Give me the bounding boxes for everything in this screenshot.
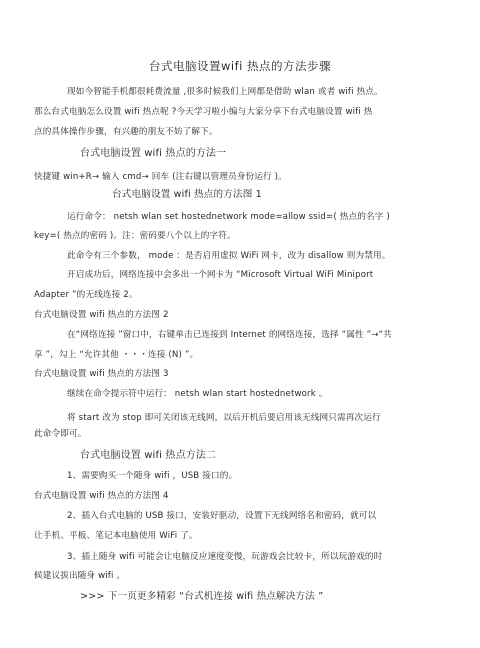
paragraph-line: 在“网络连接 ”窗口中，右键单击已连接到 Internet 的网络连接，选择 “属性 ”→“共: [67, 330, 392, 340]
figure-caption: 台式电脑设置 wifi 热点的方法图 3: [34, 369, 169, 379]
paragraph-line: 开启成功后，网络连接中会多出一个网卡为 “Microsoft Virtual WiFi Miniport: [67, 270, 374, 280]
paragraph-line: 继续在命令提示符中运行： netsh wlan start hostednetwork 。: [67, 389, 328, 399]
paragraph-line: 点的具体操作步骤，有兴趣的朋友不妨了解下。: [34, 127, 218, 137]
paragraph-line: 运行命令： netsh wlan set hostednetwork mode=allow ssid=( 热点的名字 ): [67, 212, 390, 222]
paragraph-line: 2、插入台式电脑的 USB 接口，安装好驱动，设置下无线网络名和密码，就可以: [67, 511, 377, 521]
paragraph-line: Adapter ”的无线连接 2。: [34, 290, 138, 300]
paragraph-line: 此命令即可。: [34, 429, 87, 439]
next-page-link[interactable]: >>> 下一页更多精彩 “台式机连接 wifi 热点解决方法 ”: [80, 591, 324, 602]
paragraph-line: 享 ”，勾上 “允许其他 ・・・连接 (N) ”。: [34, 350, 199, 360]
section-heading: 台式电脑设置 wifi 热点的方法一: [80, 148, 227, 159]
paragraph-line: 让手机、平板、笔记本电脑使用 WiFi 了。: [34, 531, 198, 541]
section-heading: 台式电脑设置 wifi 热点方法二: [80, 450, 217, 461]
figure-caption: 台式电脑设置 wifi 热点的方法图 2: [34, 310, 169, 320]
paragraph-line: 将 start 改为 stop 即可关闭该无线网，以后开机后要启用该无线网只需再次运行: [67, 413, 381, 423]
paragraph-line: key=( 热点的密码 )。注：密码要八个以上的字符。: [34, 231, 236, 241]
paragraph-line: 此命令有三个参数， mode ：是否启用虚拟 WiFi 网卡，改为 disallow 则为禁用。: [67, 251, 391, 261]
paragraph-line: 3、插上随身 wifi 可能会让电脑反应速度变慢，玩游戏会比较卡，所以玩游戏的时: [67, 552, 383, 562]
paragraph-line: 现如今智能手机都很耗费流量 ,很多时候我们上网都是借助 wlan 或者 wifi 热点。: [67, 87, 383, 97]
paragraph-line: 那么台式电脑怎么设置 wifi 热点呢 ?今天学习啦小编与大家分享下台式电脑设置 wifi 热: [34, 107, 373, 117]
paragraph-line: 快捷键 win+R→ 输入 cmd→ 回车 (注右键以管理员身份运行 )。: [34, 172, 287, 182]
paragraph-line: 1、需要购买一个随身 wifi ，USB 接口的。: [67, 471, 238, 481]
figure-caption: 台式电脑设置 wifi 热点的方法图 1: [112, 189, 262, 200]
paragraph-line: 候建议拔出随身 wifi 。: [34, 571, 126, 581]
page-title: 台式电脑设置wifi 热点的方法步骤: [149, 59, 331, 73]
figure-caption: 台式电脑设置 wifi 热点的方法图 4: [34, 491, 169, 501]
